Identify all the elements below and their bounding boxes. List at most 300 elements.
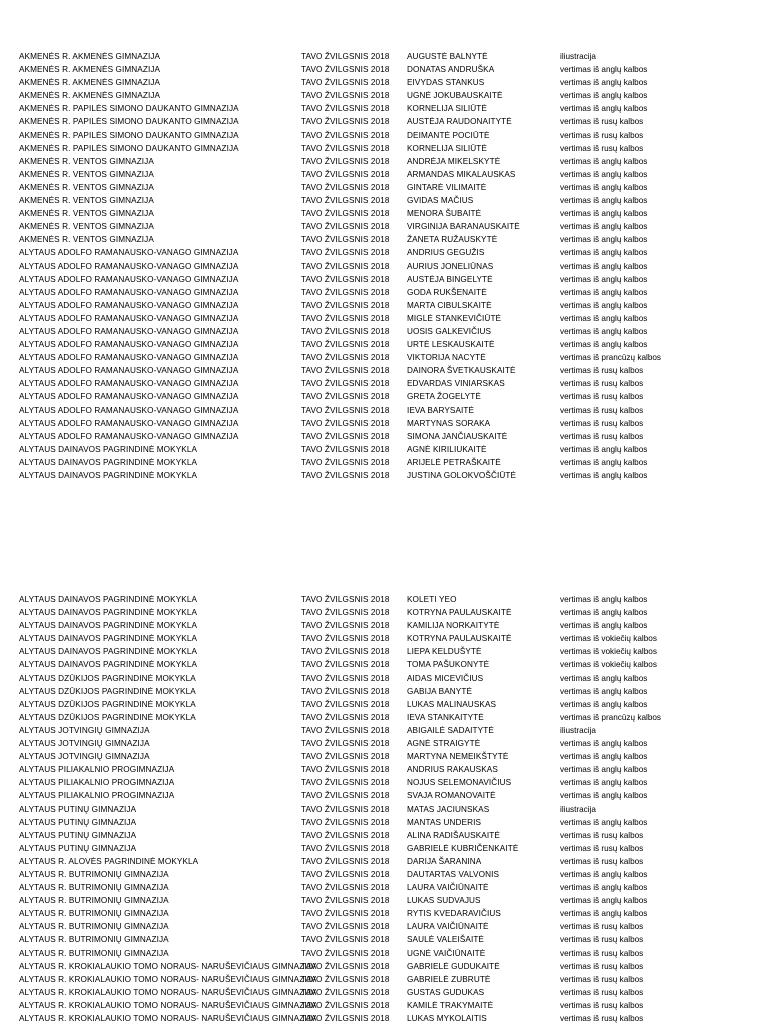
project-cell: TAVO ŽVILGSNIS 2018 xyxy=(301,117,390,127)
table-row xyxy=(0,142,768,155)
category-cell: vertimas iš anglų kalbos xyxy=(560,752,648,762)
category-cell: vertimas iš rusų kalbos xyxy=(560,143,644,153)
project-cell: TAVO ŽVILGSNIS 2018 xyxy=(301,471,390,480)
category-cell: vertimas iš rusų kalbos xyxy=(560,431,644,441)
table-row xyxy=(0,632,768,645)
participant-name-cell: GUSTAS GUDUKAS xyxy=(407,987,485,997)
table-row xyxy=(0,763,768,776)
project-cell: TAVO ŽVILGSNIS 2018 xyxy=(301,752,390,762)
table-row xyxy=(0,907,768,920)
project-cell: TAVO ŽVILGSNIS 2018 xyxy=(301,248,390,258)
project-cell: TAVO ŽVILGSNIS 2018 xyxy=(301,791,390,801)
category-cell: vertimas iš rusų kalbos xyxy=(560,130,644,140)
category-cell: vertimas iš anglų kalbos xyxy=(560,621,648,631)
school-cell: AKMENĖS R. VENTOS GIMNAZIJA xyxy=(19,209,154,219)
table-row xyxy=(0,816,768,829)
table-row xyxy=(0,155,768,168)
table-row xyxy=(0,102,768,115)
participant-name-cell: ANDRĖJA MIKELSKYTĖ xyxy=(407,156,501,166)
participant-name-cell: AUGUSTĖ BALNYTĖ xyxy=(407,52,488,61)
table-row xyxy=(0,855,768,868)
participant-name-cell: IEVA STANKAITYTĖ xyxy=(407,712,484,722)
category-cell: vertimas iš anglų kalbos xyxy=(560,182,648,192)
project-cell: TAVO ŽVILGSNIS 2018 xyxy=(301,65,390,75)
table-row xyxy=(0,593,768,606)
project-cell: TAVO ŽVILGSNIS 2018 xyxy=(301,261,390,271)
category-cell: vertimas iš anglų kalbos xyxy=(560,91,648,101)
category-cell: vertimas iš anglų kalbos xyxy=(560,909,648,919)
table-row xyxy=(0,685,768,698)
school-cell: ALYTAUS ADOLFO RAMANAUSKO-VANAGO GIMNAZIJA xyxy=(19,300,239,310)
category-cell: iliustracija xyxy=(560,804,596,814)
participant-name-cell: LAURA VAIČIŪNAITĖ xyxy=(407,922,489,932)
school-cell: AKMENĖS R. AKMENĖS GIMNAZIJA xyxy=(19,91,161,101)
project-cell: TAVO ŽVILGSNIS 2018 xyxy=(301,169,390,179)
table-row xyxy=(0,960,768,973)
participant-name-cell: VIRGINIJA BARANAUSKAITĖ xyxy=(407,222,520,232)
category-cell: vertimas iš rusų kalbos xyxy=(560,405,644,415)
project-cell: TAVO ŽVILGSNIS 2018 xyxy=(301,418,390,428)
table-row xyxy=(0,364,768,377)
project-cell: TAVO ŽVILGSNIS 2018 xyxy=(301,444,390,454)
participant-name-cell: AUSTĖJA RAUDONAITYTĖ xyxy=(407,117,512,127)
participant-name-cell: RYTIS KVEDARAVIČIUS xyxy=(407,909,501,919)
school-cell: ALYTAUS ADOLFO RAMANAUSKO-VANAGO GIMNAZIJA xyxy=(19,261,239,271)
category-cell: vertimas iš anglų kalbos xyxy=(560,883,648,893)
school-cell: ALYTAUS ADOLFO RAMANAUSKO-VANAGO GIMNAZIJA xyxy=(19,366,239,376)
school-cell: ALYTAUS PILIAKALNIO PROGIMNAZIJA xyxy=(19,791,175,801)
category-cell: vertimas iš rusų kalbos xyxy=(560,843,644,853)
table-row xyxy=(0,999,768,1012)
project-cell: TAVO ŽVILGSNIS 2018 xyxy=(301,313,390,323)
school-cell: ALYTAUS DAINAVOS PAGRINDINĖ MOKYKLA xyxy=(19,634,198,644)
category-cell: vertimas iš anglų kalbos xyxy=(560,248,648,258)
school-cell: ALYTAUS ADOLFO RAMANAUSKO-VANAGO GIMNAZIJA xyxy=(19,313,239,323)
school-cell: ALYTAUS ADOLFO RAMANAUSKO-VANAGO GIMNAZIJA xyxy=(19,274,239,284)
project-cell: TAVO ŽVILGSNIS 2018 xyxy=(301,660,390,670)
table-row xyxy=(0,829,768,842)
category-cell: iliustracija xyxy=(560,52,596,61)
participant-name-cell: DARIJA ŠARANINA xyxy=(407,856,482,866)
table-row xyxy=(0,115,768,128)
project-cell: TAVO ŽVILGSNIS 2018 xyxy=(301,78,390,88)
category-cell: vertimas iš anglų kalbos xyxy=(560,869,648,879)
table-block-2 xyxy=(0,593,768,1025)
table-row xyxy=(0,430,768,443)
table-row xyxy=(0,789,768,802)
participant-name-cell: MARTYNA NEMEIKŠTYTĖ xyxy=(407,752,509,762)
school-cell: AKMENĖS R. VENTOS GIMNAZIJA xyxy=(19,182,154,192)
participant-name-cell: ANDRIUS RAKAUSKAS xyxy=(407,765,498,775)
table-row xyxy=(0,973,768,986)
school-cell: ALYTAUS DAINAVOS PAGRINDINĖ MOKYKLA xyxy=(19,457,198,467)
school-cell: ALYTAUS R. KROKIALAUKIO TOMO NORAUS- NARUŠEVIČIAUS GIMNAZIJA xyxy=(19,974,317,984)
project-cell: TAVO ŽVILGSNIS 2018 xyxy=(301,817,390,827)
table-row xyxy=(0,286,768,299)
school-cell: AKMENĖS R. PAPILĖS SIMONO DAUKANTO GIMNAZIJA xyxy=(19,104,239,114)
category-cell: vertimas iš anglų kalbos xyxy=(560,778,648,788)
participant-name-cell: MARTYNAS SORAKA xyxy=(407,418,491,428)
project-cell: TAVO ŽVILGSNIS 2018 xyxy=(301,431,390,441)
participant-name-cell: LUKAS MALINAUSKAS xyxy=(407,699,497,709)
participant-name-cell: GABRIELĖ KUBRIČENKAITĖ xyxy=(407,843,519,853)
participant-name-cell: ANDRIUS GEGUŽIS xyxy=(407,248,485,258)
school-cell: ALYTAUS ADOLFO RAMANAUSKO-VANAGO GIMNAZIJA xyxy=(19,379,239,389)
category-cell: vertimas iš rusų kalbos xyxy=(560,117,644,127)
category-cell: vertimas iš rusų kalbos xyxy=(560,379,644,389)
school-cell: ALYTAUS PUTINŲ GIMNAZIJA xyxy=(19,830,137,840)
participant-name-cell: AGNĖ KIRILIUKAITĖ xyxy=(407,444,487,454)
school-cell: AKMENĖS R. PAPILĖS SIMONO DAUKANTO GIMNAZIJA xyxy=(19,143,239,153)
category-cell: vertimas iš rusų kalbos xyxy=(560,830,644,840)
participant-name-cell: ARMANDAS MIKALAUSKAS xyxy=(407,169,516,179)
school-cell: ALYTAUS ADOLFO RAMANAUSKO-VANAGO GIMNAZIJA xyxy=(19,431,239,441)
school-cell: ALYTAUS DAINAVOS PAGRINDINĖ MOKYKLA xyxy=(19,595,198,604)
project-cell: TAVO ŽVILGSNIS 2018 xyxy=(301,739,390,749)
table-row xyxy=(0,645,768,658)
project-cell: TAVO ŽVILGSNIS 2018 xyxy=(301,699,390,709)
participant-name-cell: AIDAS MICEVIČIUS xyxy=(407,673,484,683)
school-cell: ALYTAUS ADOLFO RAMANAUSKO-VANAGO GIMNAZIJA xyxy=(19,392,239,402)
participant-name-cell: LIEPA KELDUŠYTĖ xyxy=(407,647,482,657)
participant-name-cell: AURIUS JONELIŪNAS xyxy=(407,261,494,271)
category-cell: vertimas iš anglų kalbos xyxy=(560,791,648,801)
project-cell: TAVO ŽVILGSNIS 2018 xyxy=(301,909,390,919)
school-cell: ALYTAUS R. KROKIALAUKIO TOMO NORAUS- NARUŠEVIČIAUS GIMNAZIJA xyxy=(19,1014,317,1023)
category-cell: vertimas iš anglų kalbos xyxy=(560,274,648,284)
school-cell: ALYTAUS DAINAVOS PAGRINDINĖ MOKYKLA xyxy=(19,471,198,480)
project-cell: TAVO ŽVILGSNIS 2018 xyxy=(301,274,390,284)
school-cell: ALYTAUS DAINAVOS PAGRINDINĖ MOKYKLA xyxy=(19,647,198,657)
participant-name-cell: DAINORA ŠVETKAUSKAITĖ xyxy=(407,366,516,376)
table-row xyxy=(0,443,768,456)
table-row xyxy=(0,658,768,671)
participant-name-cell: JUSTINA GOLOKVOŠČIŪTĖ xyxy=(407,471,517,480)
school-cell: AKMENĖS R. VENTOS GIMNAZIJA xyxy=(19,222,154,232)
participant-name-cell: UGNĖ JOKUBAUSKAITĖ xyxy=(407,91,503,101)
project-cell: TAVO ŽVILGSNIS 2018 xyxy=(301,987,390,997)
project-cell: TAVO ŽVILGSNIS 2018 xyxy=(301,634,390,644)
school-cell: AKMENĖS R. PAPILĖS SIMONO DAUKANTO GIMNAZIJA xyxy=(19,130,239,140)
project-cell: TAVO ŽVILGSNIS 2018 xyxy=(301,222,390,232)
category-cell: vertimas iš vokiečių kalbos xyxy=(560,634,657,644)
participant-name-cell: SAULĖ VALEIŠAITĖ xyxy=(407,935,484,945)
category-cell: vertimas iš anglų kalbos xyxy=(560,340,648,350)
category-cell: vertimas iš prancūzų kalbos xyxy=(560,712,662,722)
project-cell: TAVO ŽVILGSNIS 2018 xyxy=(301,765,390,775)
table-row xyxy=(0,76,768,89)
participant-name-cell: GRETA ŽOGELYTĖ xyxy=(407,392,481,402)
category-cell: vertimas iš anglų kalbos xyxy=(560,235,648,245)
category-cell: vertimas iš anglų kalbos xyxy=(560,739,648,749)
table-row xyxy=(0,724,768,737)
project-cell: TAVO ŽVILGSNIS 2018 xyxy=(301,1000,390,1010)
project-cell: TAVO ŽVILGSNIS 2018 xyxy=(301,287,390,297)
participant-name-cell: NOJUS SELEMONAVIČIUS xyxy=(407,778,512,788)
category-cell: vertimas iš rusų kalbos xyxy=(560,366,644,376)
table-row xyxy=(0,619,768,632)
table-row xyxy=(0,803,768,816)
project-cell: TAVO ŽVILGSNIS 2018 xyxy=(301,156,390,166)
participant-name-cell: IEVA BARYSAITĖ xyxy=(407,405,475,415)
participant-name-cell: ALINA RADIŠAUSKAITĖ xyxy=(407,830,500,840)
school-cell: ALYTAUS DZŪKIJOS PAGRINDINĖ MOKYKLA xyxy=(19,699,196,709)
table-row xyxy=(0,377,768,390)
category-cell: vertimas iš anglų kalbos xyxy=(560,196,648,206)
participant-name-cell: KOTRYNA PAULAUSKAITĖ xyxy=(407,608,512,618)
project-cell: TAVO ŽVILGSNIS 2018 xyxy=(301,209,390,219)
school-cell: ALYTAUS R. ALOVĖS PAGRINDINĖ MOKYKLA xyxy=(19,856,199,866)
project-cell: TAVO ŽVILGSNIS 2018 xyxy=(301,647,390,657)
table-row xyxy=(0,947,768,960)
category-cell: vertimas iš rusų kalbos xyxy=(560,1000,644,1010)
category-cell: vertimas iš anglų kalbos xyxy=(560,457,648,467)
project-cell: TAVO ŽVILGSNIS 2018 xyxy=(301,712,390,722)
school-cell: AKMENĖS R. AKMENĖS GIMNAZIJA xyxy=(19,52,161,61)
participant-name-cell: GODA RUKŠENAITĖ xyxy=(407,287,487,297)
category-cell: vertimas iš anglų kalbos xyxy=(560,595,648,604)
project-cell: TAVO ŽVILGSNIS 2018 xyxy=(301,130,390,140)
school-cell: ALYTAUS R. KROKIALAUKIO TOMO NORAUS- NARUŠEVIČIAUS GIMNAZIJA xyxy=(19,1000,317,1010)
participant-name-cell: UGNĖ VAIČIŪNAITĖ xyxy=(407,948,486,958)
project-cell: TAVO ŽVILGSNIS 2018 xyxy=(301,182,390,192)
table-row xyxy=(0,260,768,273)
participant-name-cell: SVAJA ROMANOVAITĖ xyxy=(407,791,496,801)
category-cell: vertimas iš rusų kalbos xyxy=(560,1014,644,1023)
category-cell: vertimas iš anglų kalbos xyxy=(560,169,648,179)
participant-name-cell: GVIDAS MAČIUS xyxy=(407,196,474,206)
project-cell: TAVO ŽVILGSNIS 2018 xyxy=(301,686,390,696)
school-cell: ALYTAUS R. BUTRIMONIŲ GIMNAZIJA xyxy=(19,909,169,919)
participant-name-cell: GABRIELĖ GUDUKAITĖ xyxy=(407,961,500,971)
participant-name-cell: GINTARĖ VILIMAITĖ xyxy=(407,182,487,192)
project-cell: TAVO ŽVILGSNIS 2018 xyxy=(301,922,390,932)
category-cell: vertimas iš rusų kalbos xyxy=(560,948,644,958)
category-cell: vertimas iš anglų kalbos xyxy=(560,313,648,323)
table-block-1 xyxy=(0,50,768,482)
table-row xyxy=(0,894,768,907)
participant-name-cell: GABRIELĖ ZUBRUTĖ xyxy=(407,974,491,984)
table-row xyxy=(0,933,768,946)
project-cell: TAVO ŽVILGSNIS 2018 xyxy=(301,366,390,376)
project-cell: TAVO ŽVILGSNIS 2018 xyxy=(301,778,390,788)
participant-name-cell: UOSIS GALKEVIČIUS xyxy=(407,326,492,336)
table-row xyxy=(0,672,768,685)
participant-name-cell: KORNELIJA SILIŪTĖ xyxy=(407,104,487,114)
school-cell: ALYTAUS ADOLFO RAMANAUSKO-VANAGO GIMNAZIJA xyxy=(19,287,239,297)
participant-name-cell: MIGLĖ STANKEVIČIŪTĖ xyxy=(407,313,502,323)
category-cell: vertimas iš anglų kalbos xyxy=(560,444,648,454)
table-row xyxy=(0,233,768,246)
table-row xyxy=(0,842,768,855)
participant-name-cell: LUKAS MYKOLAITIS xyxy=(407,1014,487,1023)
project-cell: TAVO ŽVILGSNIS 2018 xyxy=(301,856,390,866)
participant-name-cell: KOTRYNA PAULAUSKAITĖ xyxy=(407,634,512,644)
participant-name-cell: DONATAS ANDRUŠKA xyxy=(407,65,495,75)
project-cell: TAVO ŽVILGSNIS 2018 xyxy=(301,340,390,350)
table-row xyxy=(0,351,768,364)
participant-name-cell: KORNELIJA SILIŪTĖ xyxy=(407,143,487,153)
project-cell: TAVO ŽVILGSNIS 2018 xyxy=(301,392,390,402)
category-cell: vertimas iš anglų kalbos xyxy=(560,699,648,709)
project-cell: TAVO ŽVILGSNIS 2018 xyxy=(301,405,390,415)
category-cell: vertimas iš anglų kalbos xyxy=(560,209,648,219)
table-row xyxy=(0,129,768,142)
project-cell: TAVO ŽVILGSNIS 2018 xyxy=(301,1014,390,1023)
participant-name-cell: KAMILIJA NORKAITYTĖ xyxy=(407,621,500,631)
participant-name-cell: DAUTARTAS VALVONIS xyxy=(407,869,500,879)
participant-name-cell: ABIGAILĖ SADAITYTĖ xyxy=(407,725,494,735)
school-cell: ALYTAUS R. KROKIALAUKIO TOMO NORAUS- NARUŠEVIČIAUS GIMNAZIJA xyxy=(19,987,317,997)
project-cell: TAVO ŽVILGSNIS 2018 xyxy=(301,830,390,840)
project-cell: TAVO ŽVILGSNIS 2018 xyxy=(301,595,390,604)
project-cell: TAVO ŽVILGSNIS 2018 xyxy=(301,143,390,153)
project-cell: TAVO ŽVILGSNIS 2018 xyxy=(301,379,390,389)
school-cell: ALYTAUS DAINAVOS PAGRINDINĖ MOKYKLA xyxy=(19,660,198,670)
category-cell: vertimas iš anglų kalbos xyxy=(560,471,648,480)
table-row xyxy=(0,312,768,325)
participant-name-cell: TOMA PAŠUKONYTĖ xyxy=(407,660,490,670)
project-cell: TAVO ŽVILGSNIS 2018 xyxy=(301,843,390,853)
project-cell: TAVO ŽVILGSNIS 2018 xyxy=(301,52,390,61)
participant-name-cell: GABIJA BANYTĖ xyxy=(407,686,473,696)
project-cell: TAVO ŽVILGSNIS 2018 xyxy=(301,621,390,631)
school-cell: ALYTAUS R. BUTRIMONIŲ GIMNAZIJA xyxy=(19,869,169,879)
category-cell: vertimas iš anglų kalbos xyxy=(560,65,648,75)
table-row xyxy=(0,698,768,711)
table-row xyxy=(0,207,768,220)
school-cell: ALYTAUS R. KROKIALAUKIO TOMO NORAUS- NARUŠEVIČIAUS GIMNAZIJA xyxy=(19,961,317,971)
school-cell: ALYTAUS DZŪKIJOS PAGRINDINĖ MOKYKLA xyxy=(19,686,196,696)
participant-name-cell: AUSTĖJA BINGELYTĖ xyxy=(407,274,493,284)
category-cell: vertimas iš rusų kalbos xyxy=(560,961,644,971)
school-cell: AKMENĖS R. VENTOS GIMNAZIJA xyxy=(19,169,154,179)
school-cell: AKMENĖS R. AKMENĖS GIMNAZIJA xyxy=(19,78,161,88)
project-cell: TAVO ŽVILGSNIS 2018 xyxy=(301,935,390,945)
school-cell: ALYTAUS ADOLFO RAMANAUSKO-VANAGO GIMNAZIJA xyxy=(19,340,239,350)
table-row xyxy=(0,737,768,750)
category-cell: vertimas iš anglų kalbos xyxy=(560,78,648,88)
project-cell: TAVO ŽVILGSNIS 2018 xyxy=(301,725,390,735)
project-cell: TAVO ŽVILGSNIS 2018 xyxy=(301,300,390,310)
project-cell: TAVO ŽVILGSNIS 2018 xyxy=(301,896,390,906)
school-cell: ALYTAUS PUTINŲ GIMNAZIJA xyxy=(19,817,137,827)
school-cell: ALYTAUS R. BUTRIMONIŲ GIMNAZIJA xyxy=(19,896,169,906)
category-cell: vertimas iš anglų kalbos xyxy=(560,261,648,271)
table-row xyxy=(0,89,768,102)
school-cell: ALYTAUS ADOLFO RAMANAUSKO-VANAGO GIMNAZIJA xyxy=(19,405,239,415)
table-row xyxy=(0,390,768,403)
table-row xyxy=(0,711,768,724)
participant-name-cell: LAURA VAIČIŪNAITĖ xyxy=(407,883,489,893)
project-cell: TAVO ŽVILGSNIS 2018 xyxy=(301,804,390,814)
participant-name-cell: MATAS JACIUNSKAS xyxy=(407,804,490,814)
project-cell: TAVO ŽVILGSNIS 2018 xyxy=(301,974,390,984)
category-cell: vertimas iš anglų kalbos xyxy=(560,326,648,336)
table-row xyxy=(0,776,768,789)
category-cell: vertimas iš anglų kalbos xyxy=(560,686,648,696)
school-cell: ALYTAUS ADOLFO RAMANAUSKO-VANAGO GIMNAZIJA xyxy=(19,326,239,336)
project-cell: TAVO ŽVILGSNIS 2018 xyxy=(301,673,390,683)
category-cell: vertimas iš prancūzų kalbos xyxy=(560,353,662,363)
project-cell: TAVO ŽVILGSNIS 2018 xyxy=(301,353,390,363)
table-row xyxy=(0,273,768,286)
table-row xyxy=(0,220,768,233)
school-cell: ALYTAUS PILIAKALNIO PROGIMNAZIJA xyxy=(19,778,175,788)
category-cell: vertimas iš anglų kalbos xyxy=(560,156,648,166)
project-cell: TAVO ŽVILGSNIS 2018 xyxy=(301,104,390,114)
project-cell: TAVO ŽVILGSNIS 2018 xyxy=(301,196,390,206)
table-row xyxy=(0,50,768,63)
project-cell: TAVO ŽVILGSNIS 2018 xyxy=(301,948,390,958)
school-cell: ALYTAUS ADOLFO RAMANAUSKO-VANAGO GIMNAZIJA xyxy=(19,248,239,258)
table-row xyxy=(0,881,768,894)
table-row xyxy=(0,246,768,259)
participant-name-cell: MANTAS UNDERIS xyxy=(407,817,482,827)
project-cell: TAVO ŽVILGSNIS 2018 xyxy=(301,326,390,336)
table-row xyxy=(0,338,768,351)
category-cell: vertimas iš rusų kalbos xyxy=(560,987,644,997)
school-cell: ALYTAUS DZŪKIJOS PAGRINDINĖ MOKYKLA xyxy=(19,673,196,683)
participant-name-cell: SIMONA JANČIAUSKAITĖ xyxy=(407,431,508,441)
participant-name-cell: EIVYDAS STANKUS xyxy=(407,78,485,88)
category-cell: vertimas iš anglų kalbos xyxy=(560,608,648,618)
category-cell: vertimas iš anglų kalbos xyxy=(560,222,648,232)
school-cell: AKMENĖS R. VENTOS GIMNAZIJA xyxy=(19,196,154,206)
school-cell: ALYTAUS JOTVINGIŲ GIMNAZIJA xyxy=(19,752,150,762)
school-cell: ALYTAUS PUTINŲ GIMNAZIJA xyxy=(19,843,137,853)
participant-name-cell: ARIJELĖ PETRAŠKAITĖ xyxy=(407,457,501,467)
school-cell: ALYTAUS DAINAVOS PAGRINDINĖ MOKYKLA xyxy=(19,621,198,631)
participant-name-cell: EDVARDAS VINIARSKAS xyxy=(407,379,505,389)
category-cell: vertimas iš vokiečių kalbos xyxy=(560,660,657,670)
project-cell: TAVO ŽVILGSNIS 2018 xyxy=(301,869,390,879)
table-row xyxy=(0,920,768,933)
table-row xyxy=(0,469,768,482)
participant-name-cell: KOLETI YEO xyxy=(407,595,457,604)
table-row xyxy=(0,63,768,76)
school-cell: ALYTAUS PUTINŲ GIMNAZIJA xyxy=(19,804,137,814)
participant-name-cell: VIKTORIJA NACYTĖ xyxy=(407,353,486,363)
school-cell: ALYTAUS ADOLFO RAMANAUSKO-VANAGO GIMNAZIJA xyxy=(19,353,239,363)
school-cell: AKMENĖS R. AKMENĖS GIMNAZIJA xyxy=(19,65,161,75)
table-row xyxy=(0,868,768,881)
school-cell: ALYTAUS JOTVINGIŲ GIMNAZIJA xyxy=(19,725,150,735)
school-cell: ALYTAUS DAINAVOS PAGRINDINĖ MOKYKLA xyxy=(19,444,198,454)
participant-name-cell: MENORA ŠUBAITĖ xyxy=(407,209,482,219)
table-row xyxy=(0,750,768,763)
project-cell: TAVO ŽVILGSNIS 2018 xyxy=(301,91,390,101)
school-cell: ALYTAUS DZŪKIJOS PAGRINDINĖ MOKYKLA xyxy=(19,712,196,722)
school-cell: ALYTAUS R. BUTRIMONIŲ GIMNAZIJA xyxy=(19,935,169,945)
school-cell: AKMENĖS R. PAPILĖS SIMONO DAUKANTO GIMNAZIJA xyxy=(19,117,239,127)
category-cell: vertimas iš rusų kalbos xyxy=(560,392,644,402)
school-cell: AKMENĖS R. VENTOS GIMNAZIJA xyxy=(19,235,154,245)
school-cell: ALYTAUS R. BUTRIMONIŲ GIMNAZIJA xyxy=(19,883,169,893)
table-row xyxy=(0,417,768,430)
school-cell: ALYTAUS R. BUTRIMONIŲ GIMNAZIJA xyxy=(19,948,169,958)
category-cell: vertimas iš rusų kalbos xyxy=(560,935,644,945)
table-row xyxy=(0,299,768,312)
category-cell: vertimas iš anglų kalbos xyxy=(560,287,648,297)
table-row xyxy=(0,168,768,181)
participant-name-cell: DEIMANTĖ POCIŪTĖ xyxy=(407,130,490,140)
school-cell: ALYTAUS PILIAKALNIO PROGIMNAZIJA xyxy=(19,765,175,775)
project-cell: TAVO ŽVILGSNIS 2018 xyxy=(301,883,390,893)
table-row xyxy=(0,194,768,207)
category-cell: vertimas iš anglų kalbos xyxy=(560,104,648,114)
school-cell: ALYTAUS JOTVINGIŲ GIMNAZIJA xyxy=(19,739,150,749)
